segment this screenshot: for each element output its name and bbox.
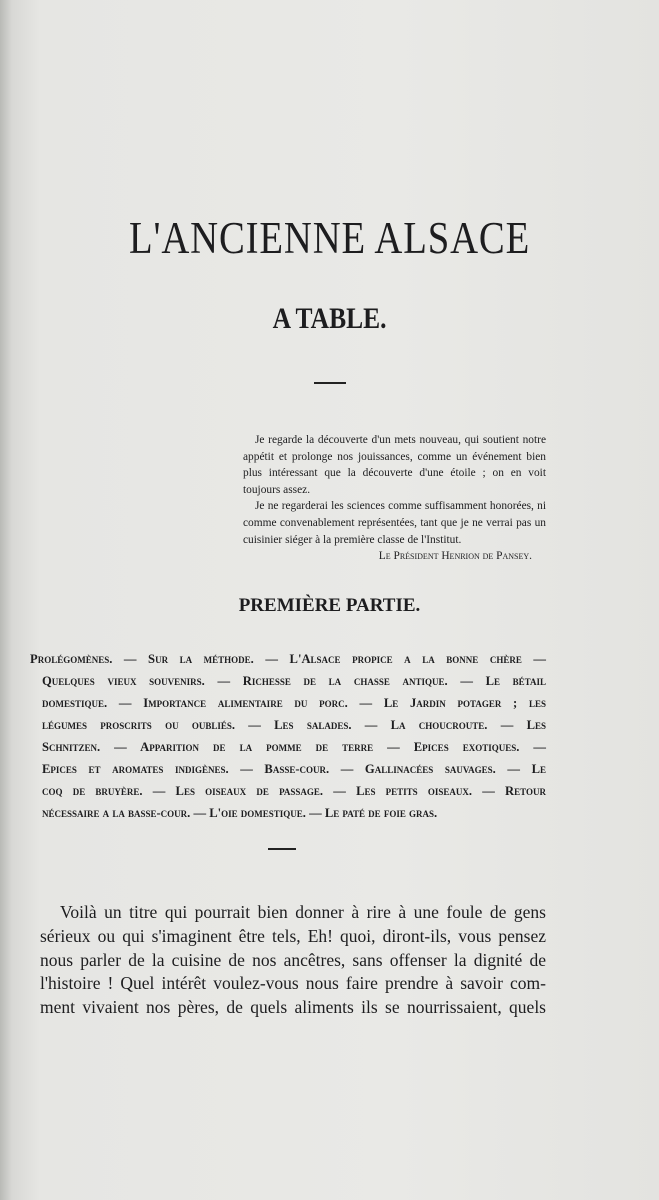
body-line: Voilà un titre qui pourrait bien donner à rire à une foule de gens [60,902,546,922]
book-subtitle: A TABLE. [272,302,387,335]
body-line: nous parler de la cuisine de nos ancêtres, sans offenser la dignité de [40,949,546,970]
contents-line: légumes proscrits ou oubliés. — Les salades. — La choucroute. — Les [42,718,546,732]
body-line: sérieux ou qui s'imaginent être tels, Eh! quoi, diront-ils, vous pensez [40,925,546,946]
contents-line: Schnitzen. — Apparition de la pomme de terre — Epices exotiques. — [42,740,546,754]
part-heading: PREMIÈRE PARTIE. [238,595,421,616]
epigraph-paragraph: Je ne regarderai les sciences comme suffisamment honorées, ni comme convenablement représentées, tant que je ne verrai pas un cuisinier siéger à la première classe de l'Institut. [243,500,546,546]
contents-summary [30,648,546,824]
epigraph-signature: Le Président Henrion de Pansey. [378,550,532,563]
epigraph-paragraph: Je regarde la découverte d'un mets nouveau, qui soutient notre appétit et prolonge nos jouissances, comme un événement bien plus intéressant que la découverte d'une étoile ; on en voit toujours assez. [243,434,546,496]
contents-line: Prolégomènes. — Sur la méthode. — L'Alsace propice a la bonne chère — [30,652,546,666]
contents-line: Quelques vieux souvenirs. — Richesse de la chasse antique. — Le bétail [42,674,546,688]
divider [314,382,346,384]
divider [268,848,296,850]
book-title: L'ANCIENNE ALSACE [129,213,531,263]
body-text [40,901,546,1020]
contents-line: Epices et aromates indigènes. — Basse-cour. — Gallinacées sauvages. — Le [42,762,546,776]
contents-line: domestique. — Importance alimentaire du porc. — Le Jardin potager ; les [42,696,546,710]
contents-line: coq de bruyère. — Les oiseaux de passage. — Les petits oiseaux. — Retour [42,784,546,798]
body-line: ment vivaient nos pères, de quels aliments ils se nourrissaient, quels [40,997,546,1018]
body-line: l'histoire ! Quel intérêt voulez-vous nous faire prendre à savoir com- [40,973,546,994]
contents-line: nécessaire a la basse-cour. — L'oie domestique. — Le paté de foie gras. [42,806,438,820]
epigraph [243,432,546,565]
